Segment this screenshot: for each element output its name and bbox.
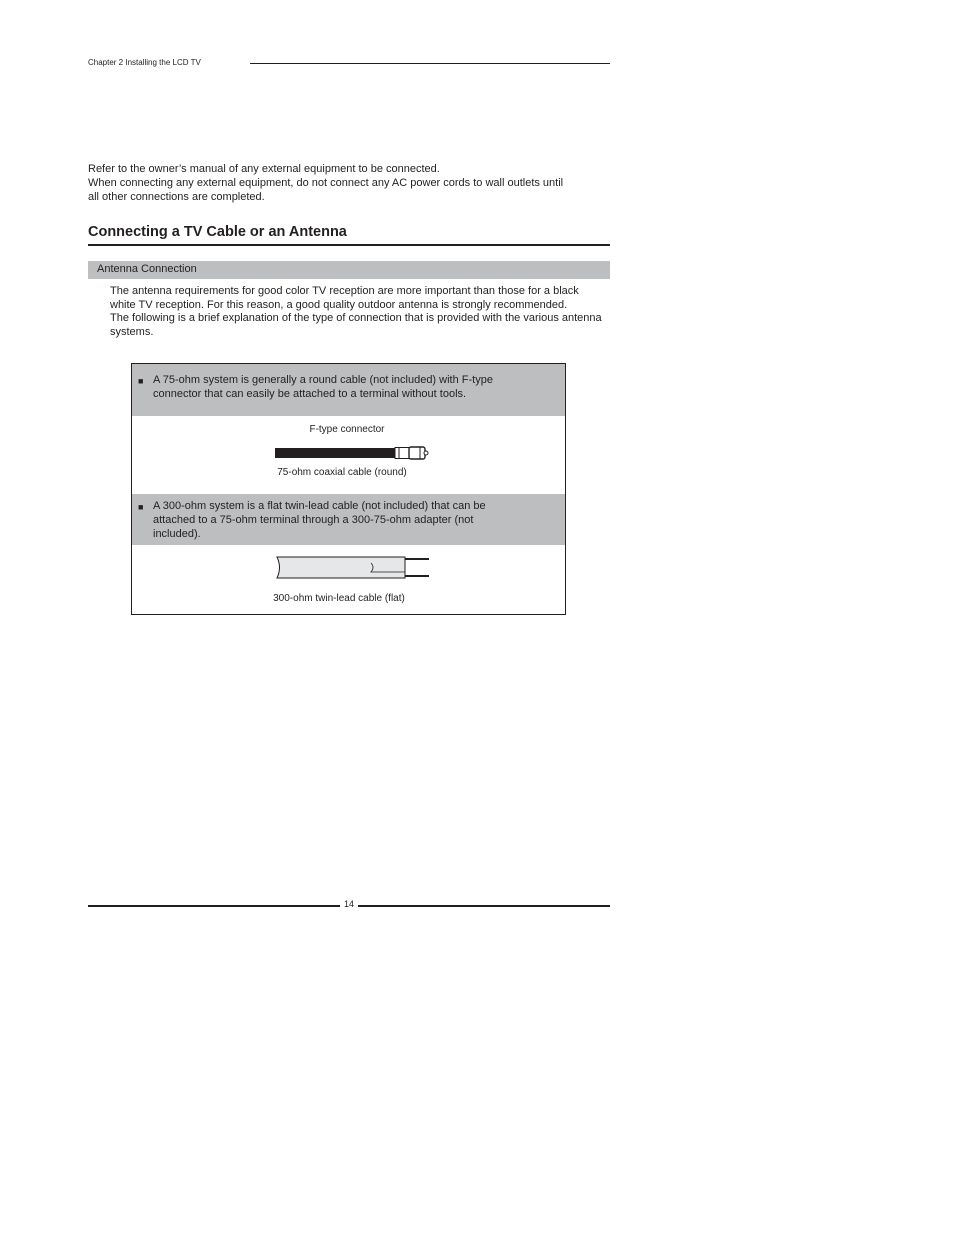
body-paragraph-1: The antenna requirements for good color TV reception are more important than those for a black white TV reception. For this reason, a good quality outdoor antenna is strongly recommended. — [110, 285, 579, 311]
intro-line-1: Refer to the owner’s manual of any external equipment to be connected. — [88, 163, 440, 175]
footer-rule-right — [358, 905, 610, 907]
item-300-ohm-text: A 300-ohm system is a flat twin-lead cable (not included) that can be attached to a 75-ohm terminal through a 300-75-ohm adapter (not included). — [153, 500, 486, 540]
twin-lead-cable-illustration — [275, 555, 435, 585]
footer-rule-left — [88, 905, 340, 907]
f-connector-label: F-type connector — [309, 424, 385, 435]
body-paragraph-2: The following is a brief explanation of the type of connection that is provided with the various antenna systems. — [110, 312, 602, 338]
header-rule — [250, 63, 610, 64]
subsection-bar — [88, 261, 610, 279]
page-number: 14 — [343, 899, 354, 909]
section-title: Connecting a TV Cable or an Antenna — [88, 224, 347, 240]
title-rule — [88, 244, 610, 246]
chapter-header: Chapter 2 Installing the LCD TV — [88, 58, 201, 67]
body-text — [110, 285, 605, 339]
bullet-icon: ■ — [138, 502, 144, 512]
item-300-ohm — [132, 494, 565, 545]
item-75-ohm-text: A 75-ohm system is generally a round cable (not included) with F-type connector that can easily be attached to a terminal without tools. — [153, 374, 493, 400]
bullet-icon: ■ — [138, 376, 144, 386]
item-75-ohm — [132, 364, 565, 416]
coaxial-cable-illustration — [275, 445, 435, 461]
subsection-title: Antenna Connection — [97, 263, 197, 275]
coax-cable-label: 75-ohm coaxial cable (round) — [277, 467, 407, 478]
intro-text — [88, 162, 608, 204]
antenna-types-box — [131, 363, 566, 615]
intro-line-2: When connecting any external equipment, do not connect any AC power cords to wall outlets until all other connections are completed. — [88, 177, 564, 203]
twin-lead-label: 300-ohm twin-lead cable (flat) — [273, 593, 405, 604]
